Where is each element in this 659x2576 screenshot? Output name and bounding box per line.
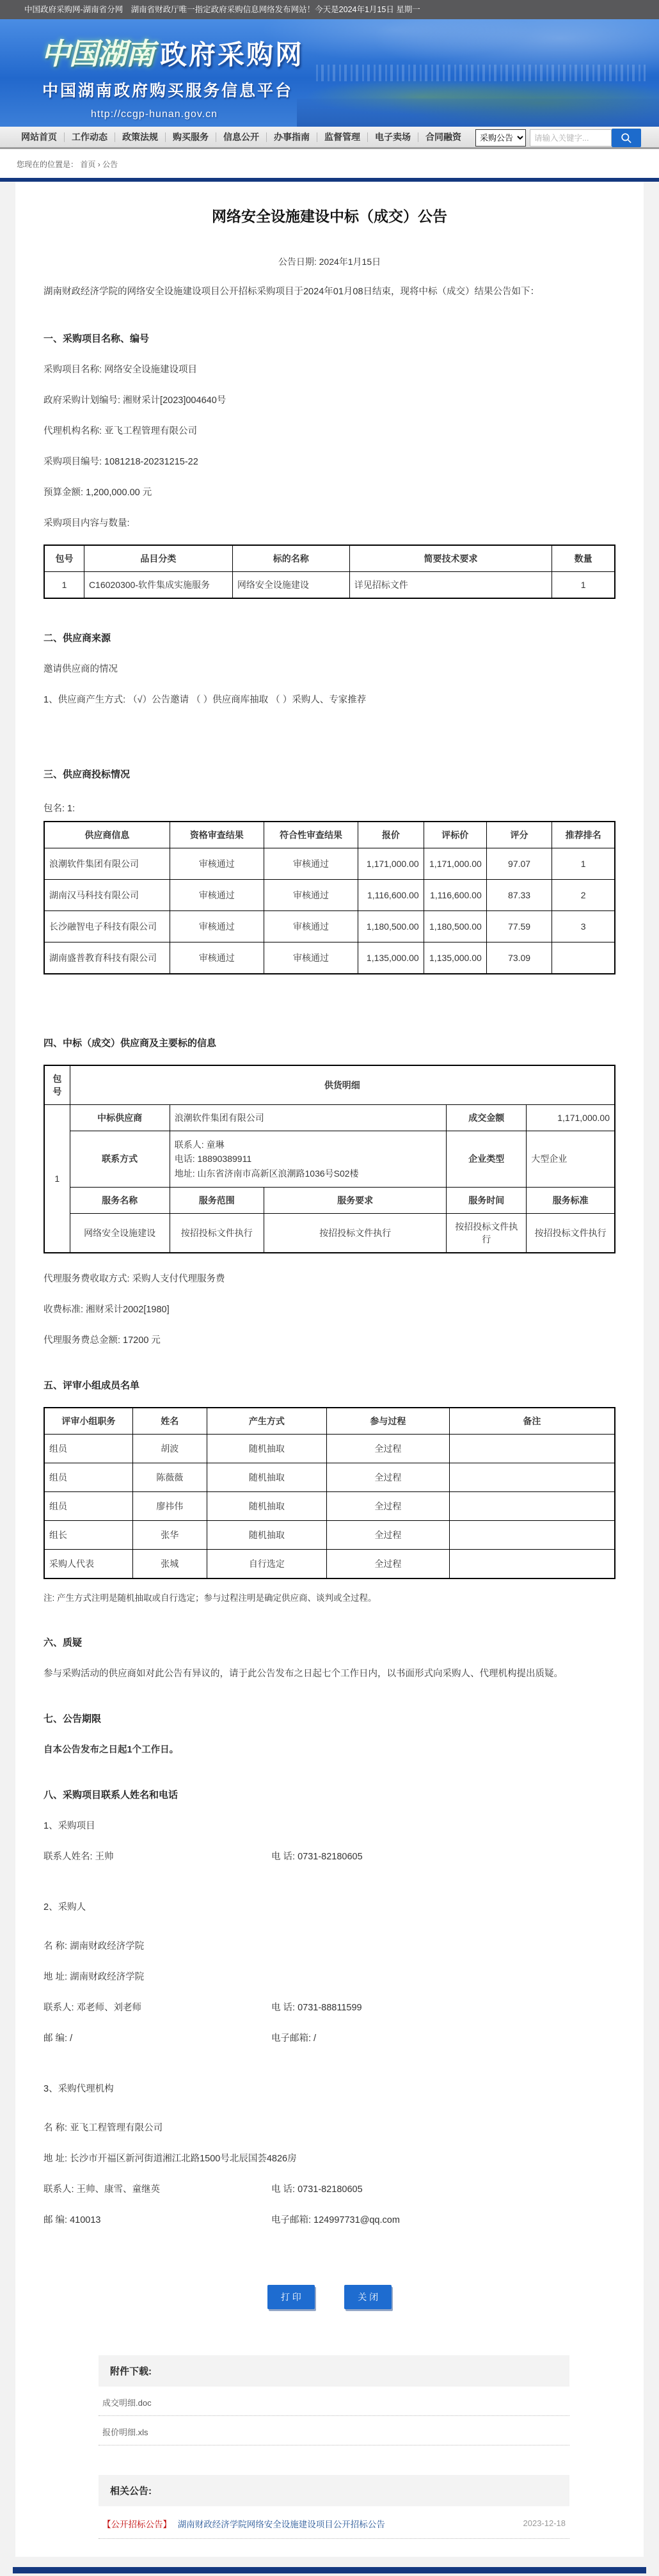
nav-item[interactable]: 购买服务: [166, 132, 216, 142]
attachment-file-link[interactable]: 报价明细.xls: [99, 2416, 569, 2445]
agency-email: 电子邮箱: 124997731@qq.com: [271, 2213, 400, 2226]
announce-date: 公告日期: 2024年1月15日: [44, 255, 615, 268]
conformity-cell: 审核通过: [264, 942, 358, 974]
participation-cell: 全过程: [327, 1549, 450, 1578]
footer-bar: [13, 2567, 646, 2573]
score-cell: 87.33: [486, 879, 552, 910]
remark-cell: [449, 1549, 615, 1578]
participation-cell: 全过程: [327, 1491, 450, 1520]
suppliers-table-header: 评标价: [424, 822, 486, 848]
items-table-body: [44, 571, 615, 598]
selection-method-cell: 随机抽取: [207, 1434, 326, 1463]
eval-price-cell: 1,171,000.00: [424, 848, 486, 879]
section6-body: 参与采购活动的供应商如对此公告有异议的，请于此公告发布之日起七个工作日内，以书面形式向采购人、代理机构提出质疑。: [44, 1666, 615, 1680]
bid-price-cell: 1,180,500.00: [358, 910, 424, 942]
related-item-link[interactable]: [99, 2506, 569, 2539]
name-cell: 胡波: [132, 1434, 207, 1463]
section2-heading: 二、供应商来源: [44, 631, 615, 644]
contact-pair: [44, 2182, 615, 2195]
remark-cell: [449, 1463, 615, 1491]
selection-method-cell: 随机抽取: [207, 1520, 326, 1549]
contact-info: [170, 1131, 447, 1187]
purchaser-zip: 邮 编: /: [44, 2031, 271, 2044]
conformity-cell: 审核通过: [264, 848, 358, 879]
table-row: [44, 942, 615, 974]
section1-line: 预算金额: 1,200,000.00 元: [44, 485, 615, 498]
committee-header: 评审小组职务: [44, 1408, 132, 1435]
score-cell: 77.59: [486, 910, 552, 942]
print-button[interactable]: 打 印: [267, 2285, 315, 2309]
suppliers-table-header-row: [44, 822, 615, 848]
committee-header: 参与过程: [327, 1408, 450, 1435]
participation-cell: 全过程: [327, 1463, 450, 1491]
subject-cell: 网络安全设施建设: [232, 571, 349, 598]
service-value: 按招投标文件执行: [527, 1213, 615, 1253]
enterprise-type-value: 大型企业: [527, 1131, 615, 1187]
supplier-name-cell: 湖南盛普教育科技有限公司: [44, 942, 170, 974]
agency-zip: 邮 编: 410013: [44, 2213, 271, 2226]
section6-heading: 六、质疑: [44, 1635, 615, 1649]
service-header: 服务要求: [264, 1187, 446, 1213]
nav-item[interactable]: 合同融资: [418, 132, 468, 142]
contact-phone: 电 话: 0731-82180605: [271, 1849, 363, 1863]
purchaser-contact: 联系人: 邓老师、刘老师: [44, 2000, 271, 2014]
name-cell: 廖祎伟: [132, 1491, 207, 1520]
qualification-cell: 审核通过: [170, 910, 264, 942]
name-cell: 张城: [132, 1549, 207, 1578]
city-skyline-image: [316, 65, 646, 82]
service-value: 按招投标文件执行: [447, 1213, 527, 1253]
table-row: [44, 571, 615, 598]
items-table-header: 品目分类: [84, 545, 232, 572]
amount-label: 成交金额: [447, 1104, 527, 1131]
award-contact-row: [44, 1131, 615, 1187]
table-row: [44, 848, 615, 879]
purchaser-name: 名 称: 湖南财政经济学院: [44, 1939, 615, 1952]
section1-line: 采购项目编号: 1081218-20231215-22: [44, 454, 615, 468]
contact-pair: [44, 1849, 615, 1863]
bid-price-cell: 1,171,000.00: [358, 848, 424, 879]
service-header: 服务范围: [170, 1187, 264, 1213]
related-item-text: [102, 2517, 385, 2530]
award-pkg-no: 1: [44, 1104, 70, 1253]
breadcrumb-current[interactable]: 公告: [102, 160, 118, 169]
contact-group2-title: 2、采购人: [44, 1900, 615, 1913]
table-row: [44, 910, 615, 942]
nav-item[interactable]: 信息公开: [216, 132, 267, 142]
site-logo: [41, 31, 304, 120]
search-button[interactable]: [612, 129, 641, 147]
section5-heading: 五、评审小组成员名单: [44, 1378, 615, 1392]
suppliers-table-header: 报价: [358, 822, 424, 848]
action-buttons: [44, 2285, 615, 2309]
suppliers-table-header: 评分: [486, 822, 552, 848]
remark-cell: [449, 1491, 615, 1520]
table-row: [44, 1491, 615, 1520]
qualification-cell: 审核通过: [170, 942, 264, 974]
related-item-tag: 【公开招标公告】: [102, 2520, 171, 2529]
qualification-cell: 审核通过: [170, 848, 264, 879]
committee-header-row: [44, 1408, 615, 1435]
fee-lines: [44, 1271, 615, 1346]
agency-address: 地 址: 长沙市开福区新河街道湘江北路1500号北辰国荟4826房: [44, 2151, 615, 2165]
related-list: [99, 2506, 569, 2539]
attachments-block: [99, 2355, 569, 2445]
suppliers-table-header: 推荐排名: [552, 822, 615, 848]
nav-item[interactable]: 电子卖场: [368, 132, 418, 142]
rank-cell: 1: [552, 848, 615, 879]
suppliers-table-header: 符合性审查结果: [264, 822, 358, 848]
award-header-row: [44, 1065, 615, 1105]
nav-item[interactable]: 工作动态: [65, 132, 115, 142]
agency-phone: 电 话: 0731-82180605: [271, 2182, 363, 2195]
supplier-label: 中标供应商: [70, 1104, 170, 1131]
service-value: 按招投标文件执行: [170, 1213, 264, 1253]
fee-line: 代理服务费收取方式: 采购人支付代理服务费: [44, 1271, 615, 1285]
service-value: 按招投标文件执行: [264, 1213, 446, 1253]
contact-group3-title: 3、采购代理机构: [44, 2081, 615, 2095]
contact-pair: [44, 2031, 615, 2044]
participation-cell: 全过程: [327, 1434, 450, 1463]
committee-header: 备注: [449, 1408, 615, 1435]
award-detail-header: 供货明细: [70, 1065, 615, 1105]
service-header-row: [44, 1187, 615, 1213]
section1-lines: [44, 362, 615, 529]
rank-cell: 2: [552, 879, 615, 910]
contact-name: 联系人姓名: 王帅: [44, 1849, 271, 1863]
participation-cell: 全过程: [327, 1520, 450, 1549]
supplier-value: 浪潮软件集团有限公司: [170, 1104, 447, 1131]
agency-name: 名 称: 亚飞工程管理有限公司: [44, 2120, 615, 2134]
section1-line: 代理机构名称: 亚飞工程管理有限公司: [44, 424, 615, 437]
logo-title: 政府采购网: [160, 34, 304, 72]
intro-paragraph: 湖南财政经济学院的网络安全设施建设项目公开招标采购项目于2024年01月08日结束，现将中标（成交）结果公告如下：: [44, 285, 615, 299]
section1-line: 采购项目内容与数量:: [44, 516, 615, 529]
footer-gap: [0, 2573, 659, 2576]
related-item-date: 2023-12-18: [523, 2518, 566, 2528]
attachment-list: [99, 2387, 569, 2445]
conformity-cell: 审核通过: [264, 910, 358, 942]
topbar-text: 中国政府采购网-湖南省分网 湖南省财政厅唯一指定政府采购信息网络发布网站！今天是2024年1月15日 星期一: [0, 0, 659, 19]
nav-item[interactable]: 政策法规: [115, 132, 166, 142]
committee-table-body: [44, 1434, 615, 1578]
remark-cell: [449, 1520, 615, 1549]
supplier-name-cell: 浪潮软件集团有限公司: [44, 848, 170, 879]
contact-group1-title: 1、采购项目: [44, 1818, 615, 1832]
attachment-file-link[interactable]: 成交明细.doc: [99, 2387, 569, 2416]
selection-method-cell: 随机抽取: [207, 1491, 326, 1520]
suppliers-table-header: 资格审查结果: [170, 822, 264, 848]
service-header: 服务名称: [70, 1187, 170, 1213]
role-cell: 组员: [44, 1434, 132, 1463]
items-table-header-row: [44, 545, 615, 572]
selection-method-cell: 自行选定: [207, 1549, 326, 1578]
search-category-select[interactable]: [475, 129, 526, 147]
committee-note: 注: 产生方式注明是随机抽取或自行选定；参与过程注明是确定供应商、谈判或全过程。: [44, 1591, 615, 1603]
purchaser-address: 地 址: 湖南财政经济学院: [44, 1969, 615, 1983]
table-row: [44, 1520, 615, 1549]
search-input[interactable]: [530, 129, 612, 147]
related-item-title: 湖南财政经济学院网络安全设施建设项目公开招标公告: [178, 2520, 385, 2529]
section1-line: 政府采购计划编号: 湘财采计[2023]004640号: [44, 393, 615, 406]
breadcrumb-home-link[interactable]: 首页: [80, 160, 95, 169]
tech-req-cell: 详见招标文件: [349, 571, 552, 598]
breadcrumb-separator: ›: [98, 160, 100, 169]
section7-heading: 七、公告期限: [44, 1712, 615, 1725]
section4-heading: 四、中标（成交）供应商及主要标的信息: [44, 1036, 615, 1049]
nav-item[interactable]: 办事指南: [267, 132, 317, 142]
pkg-no-cell: 1: [44, 571, 84, 598]
committee-header: 姓名: [132, 1408, 207, 1435]
fee-line: 代理服务费总金额: 17200 元: [44, 1333, 615, 1346]
suppliers-table-body: [44, 848, 615, 974]
section8-heading: 八、采购项目联系人姓名和电话: [44, 1788, 615, 1801]
eval-price-cell: 1,135,000.00: [424, 942, 486, 974]
role-cell: 采购人代表: [44, 1549, 132, 1578]
items-table: [44, 545, 615, 599]
breadcrumb: [0, 149, 659, 178]
section1-line: 采购项目名称: 网络安全设施建设项目: [44, 362, 615, 376]
name-cell: 张华: [132, 1520, 207, 1549]
announcement-card: [15, 182, 644, 2557]
nav-items: [14, 132, 468, 142]
committee-table: [44, 1407, 615, 1579]
score-cell: 73.09: [486, 942, 552, 974]
qty-cell: 1: [552, 571, 615, 598]
conformity-cell: 审核通过: [264, 879, 358, 910]
award-pkg-header: 包号: [44, 1065, 70, 1105]
selection-method-cell: 随机抽取: [207, 1463, 326, 1491]
supplier-name-cell: 长沙融智电子科技有限公司: [44, 910, 170, 942]
service-header: 服务标准: [527, 1187, 615, 1213]
name-cell: 陈薇薇: [132, 1463, 207, 1491]
rank-cell: [552, 942, 615, 974]
score-cell: 97.07: [486, 848, 552, 879]
role-cell: 组长: [44, 1520, 132, 1549]
enterprise-type-label: 企业类型: [447, 1131, 527, 1187]
section3-heading: 三、供应商投标情况: [44, 767, 615, 781]
supplier-name-cell: 湖南汉马科技有限公司: [44, 879, 170, 910]
suppliers-table: [44, 821, 615, 974]
table-row: [44, 1434, 615, 1463]
contact-phone: 电话: 18890389911: [175, 1152, 442, 1166]
contact-person: 联系人: 童琳: [175, 1138, 442, 1152]
service-header: 服务时间: [447, 1187, 527, 1213]
search-icon: [620, 132, 633, 145]
close-button[interactable]: 关 闭: [344, 2285, 392, 2309]
main-nav: [0, 127, 659, 149]
purchaser-email: 电子邮箱: /: [271, 2031, 316, 2044]
items-table-header: 数量: [552, 545, 615, 572]
section1-heading: 一、采购项目名称、编号: [44, 331, 615, 345]
contact-pair: [44, 2213, 615, 2226]
section2-line: 1、供应商产生方式: （√）公告邀请 （ ）供应商库抽取 （ ）采购人、专家推荐: [44, 692, 615, 706]
site-subtitle: 中国湖南政府购买服务信息平台: [42, 78, 304, 101]
site-url: http://ccgp-hunan.gov.cn: [91, 109, 304, 120]
section2-lines: [44, 662, 615, 706]
related-heading: 相关公告:: [99, 2475, 569, 2506]
site-banner: [0, 19, 659, 127]
fee-line: 收费标准: 湘财采计2002[1980]: [44, 1302, 615, 1316]
nav-item[interactable]: 网站首页: [14, 132, 65, 142]
contact-pair: [44, 2000, 615, 2014]
eval-price-cell: 1,180,500.00: [424, 910, 486, 942]
agency-contact: 联系人: 王帅、康雪、童继英: [44, 2182, 271, 2195]
bid-price-cell: 1,116,600.00: [358, 879, 424, 910]
river-image: [297, 99, 659, 127]
purchaser-phone: 电 话: 0731-88811599: [271, 2000, 362, 2014]
table-row: [44, 1463, 615, 1491]
amount-value: 1,171,000.00: [527, 1104, 615, 1131]
package-label: 包名: 1:: [44, 801, 615, 815]
suppliers-table-header: 供应商信息: [44, 822, 170, 848]
bid-price-cell: 1,135,000.00: [358, 942, 424, 974]
items-table-header: 标的名称: [232, 545, 349, 572]
role-cell: 组员: [44, 1491, 132, 1520]
related-block: [99, 2475, 569, 2539]
table-row: [44, 1549, 615, 1578]
committee-header: 产生方式: [207, 1408, 326, 1435]
award-supplier-row: [44, 1104, 615, 1131]
attachments-heading: 附件下载:: [99, 2355, 569, 2387]
table-row: [44, 879, 615, 910]
section2-line: 邀请供应商的情况: [44, 662, 615, 675]
remark-cell: [449, 1434, 615, 1463]
items-table-header: 包号: [44, 545, 84, 572]
section7-body: 自本公告发布之日起1个工作日。: [44, 1742, 615, 1756]
items-table-header: 简要技术要求: [349, 545, 552, 572]
nav-item[interactable]: 监督管理: [317, 132, 368, 142]
contact-label: 联系方式: [70, 1131, 170, 1187]
service-value-row: [44, 1213, 615, 1253]
award-table: [44, 1065, 615, 1253]
page-title: 网络安全设施建设中标（成交）公告: [44, 205, 615, 226]
category-cell: C16020300-软件集成实施服务: [84, 571, 232, 598]
qualification-cell: 审核通过: [170, 879, 264, 910]
breadcrumb-prefix: 您现在的位置是：: [17, 160, 78, 169]
contact-address: 地址: 山东省济南市高新区浪潮路1036号S02楼: [175, 1166, 442, 1181]
role-cell: 组员: [44, 1463, 132, 1491]
search-bar: [475, 129, 641, 147]
logo-calligraphy: 中国湖南: [41, 31, 154, 73]
rank-cell: 3: [552, 910, 615, 942]
eval-price-cell: 1,116,600.00: [424, 879, 486, 910]
service-value: 网络安全设施建设: [70, 1213, 170, 1253]
